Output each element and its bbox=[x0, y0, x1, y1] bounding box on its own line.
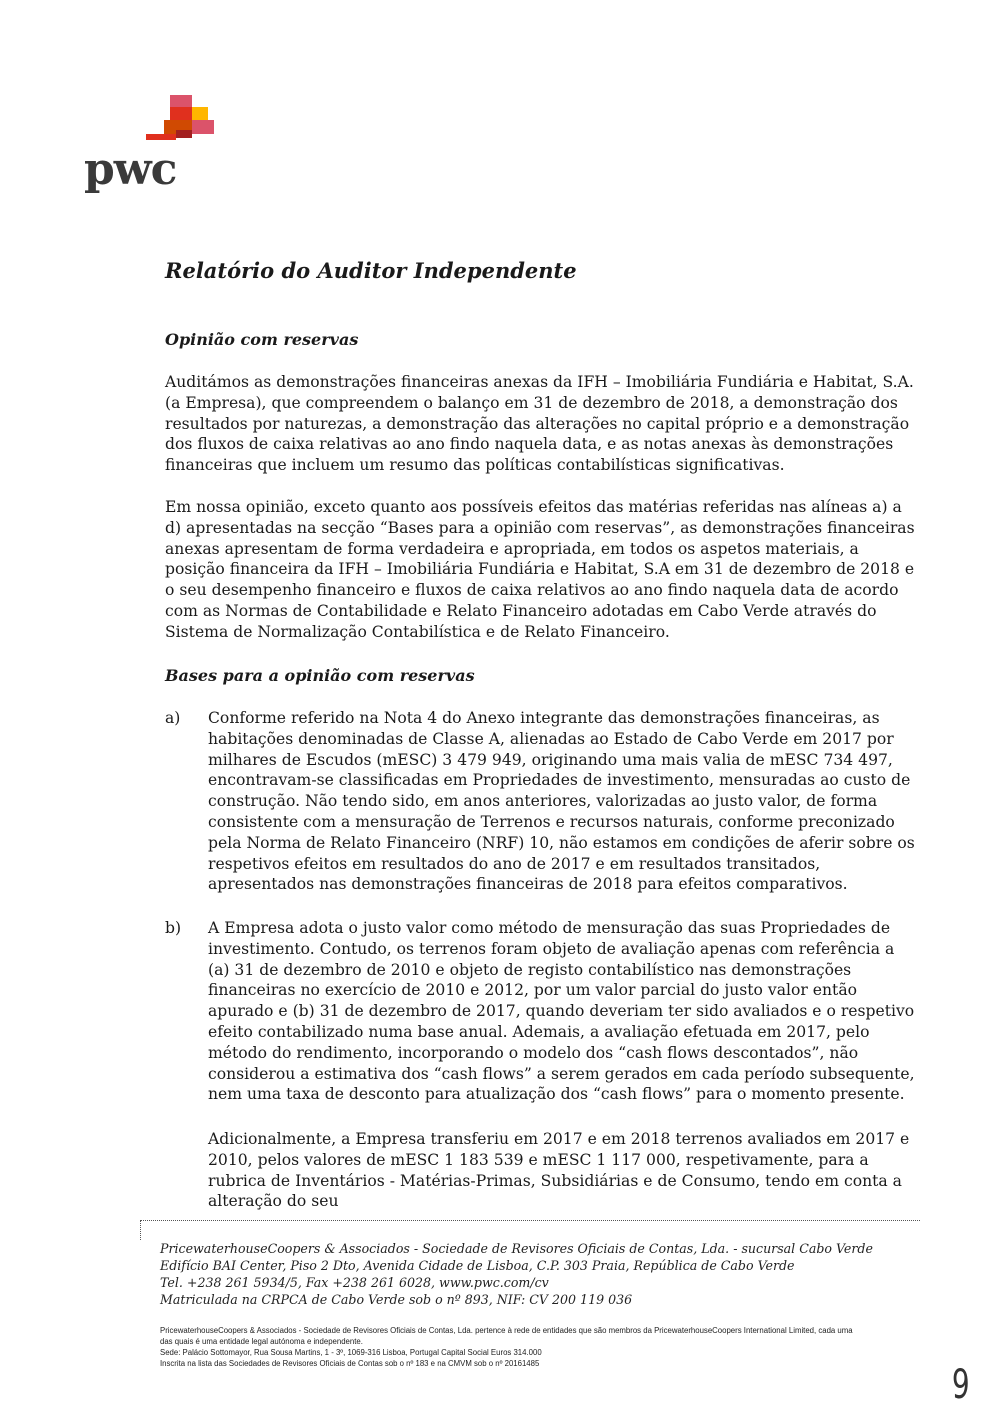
paragraph-opinion: Em nossa opinião, exceto quanto aos possíveis efeitos das matérias referidas nas alíneas a) a d) apresentadas na secção “Bases para a opinião com reservas”, as demonstrações financeiras anexas apresentam de forma verdadeira e apropriada, em todos os aspetos materiais, a posição financeira da IFH – Imobiliária Fundiária e Habitat, S.A em 31 de dezembro de 2018 e o seu desempenho financeiro e fluxos de caixa relativos ao ano findo naquela data de acordo com as Normas de Contabilidade e Relato Financeiro adotadas em Cabo Verde através do Sistema de Normalização Contabilística e de Relato Financeiro. bbox=[165, 498, 915, 641]
footer-legal-line: PricewaterhouseCoopers & Associados - Sociedade de Revisores Oficiais de Contas, Lda. pertence à rede de entidades que são membros da PricewaterhouseCoopers International Limited, cada uma bbox=[160, 1326, 853, 1335]
pwc-logo bbox=[84, 92, 224, 202]
footer-legal-line: Sede: Palácio Sottomayor, Rua Sousa Martins, 1 - 3º, 1069-316 Lisboa, Portugal Capital Social Euros 314.000 bbox=[160, 1348, 542, 1357]
item-label-b: b) bbox=[165, 919, 182, 937]
item-text-b-continuation: Adicionalmente, a Empresa transferiu em 2017 e em 2018 terrenos avaliados em 2017 e 2010, pelos valores de mESC 1 183 539 e mESC 1 117 000, respetivamente, para a rubrica de Inventários - Matérias-Primas, Subsidiárias e de Consumo, tendo em conta a alteração do seu bbox=[208, 1130, 910, 1211]
pwc-logo-mark bbox=[84, 92, 224, 152]
footer-divider bbox=[140, 1220, 920, 1221]
paragraph-audit-scope: Auditámos as demonstrações financeiras anexas da IFH – Imobiliária Fundiária e Habitat, S.A. (a Empresa), que compreendem o balanço em 31 de dezembro de 2018, a demonstração dos resultados por naturezas, a demonstração das alterações no capital próprio e a demonstração dos fluxos de caixa relativas ao ano findo naquela data, e as notas anexas às demonstrações financeiras que incluem um resumo das políticas contabilísticas significativas. bbox=[165, 373, 914, 475]
pwc-logo-word: pwc bbox=[84, 144, 177, 195]
footer-line-company: PricewaterhouseCoopers & Associados - Sociedade de Revisores Oficiais de Contas, Lda. - sucursal Cabo Verde bbox=[160, 1241, 873, 1256]
item-label-a: a) bbox=[165, 709, 181, 727]
item-text-b: A Empresa adota o justo valor como método de mensuração das suas Propriedades de investimento. Contudo, os terrenos foram objeto de avaliação apenas com referência a (a) 31 de dezembro de 2010 e objeto de registo contabilístico nas demonstrações financeiras no exercício de 2010 e 2012, por um valor parcial do justo valor então apurado e (b) 31 de dezembro de 2017, quando deveriam ter sido avaliados e o respetivo efeito contabilizado numa base anual. Ademais, a avaliação efetuada em 2017, pelo método do rendimento, incorporando o modelo dos “cash flows descontados”, não considerou a estimativa dos “cash flows” a serem gerados em cada período subsequente, nem uma taxa de desconto para atualização dos “cash flows” para o momento presente. bbox=[208, 919, 915, 1104]
footer-line-registration: Matriculada na CRPCA de Cabo Verde sob o nº 893, NIF: CV 200 119 036 bbox=[160, 1292, 633, 1307]
footer-legal-line: Inscrita na lista das Sociedades de Revisores Oficiais de Contas sob o nº 183 e na CMVM sob o nº 20161485 bbox=[160, 1359, 540, 1368]
page-title: Relatório do Auditor Independente bbox=[165, 258, 577, 283]
footer-company-info bbox=[160, 1240, 920, 1308]
footer-legal-line: das quais é uma entidade legal autónoma e independente. bbox=[160, 1337, 363, 1346]
handwritten-page-number: 9 bbox=[951, 1362, 970, 1408]
footer-legal bbox=[160, 1325, 920, 1369]
section-heading-opinion: Opinião com reservas bbox=[165, 330, 359, 349]
footer-line-contact: Tel. +238 261 5934/5, Fax +238 261 6028, www.pwc.com/cv bbox=[160, 1275, 549, 1290]
section-heading-basis: Bases para a opinião com reservas bbox=[165, 666, 475, 685]
item-text-a: Conforme referido na Nota 4 do Anexo integrante das demonstrações financeiras, as habitações denominadas de Classe A, alienadas ao Estado de Cabo Verde em 2017 por milhares de Escudos (mESC) 3 479 949, originando uma mais valia de mESC 734 497, encontravam-se classificadas em Propriedades de investimento, mensuradas ao custo de construção. Não tendo sido, em anos anteriores, valorizadas ao justo valor, de forma consistente com a mensuração de Terrenos e recursos naturais, conforme preconizado pela Norma de Relato Financeiro (NRF) 10, não estamos em condições de aferir sobre os respetivos efeitos em resultados do ano de 2017 e em resultados transitados, apresentados nas demonstrações financeiras de 2018 para efeitos comparativos. bbox=[208, 709, 915, 894]
footer-line-address: Edifício BAI Center, Piso 2 Dto, Avenida Cidade de Lisboa, C.P. 303 Praia, República de Cabo Verde bbox=[160, 1258, 795, 1273]
footer-divider-vertical bbox=[140, 1220, 141, 1240]
